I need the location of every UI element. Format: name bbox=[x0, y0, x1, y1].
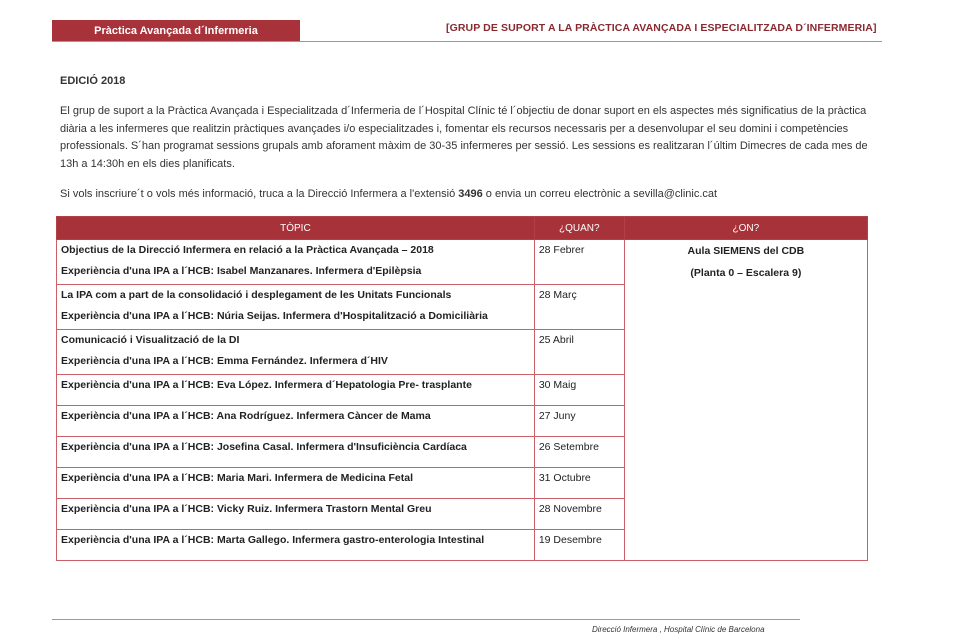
topic-line: Experiència d'una IPA a l´HCB: Maria Mari. Infermera de Medicina Fetal bbox=[61, 472, 414, 484]
location-line-1: Aula SIEMENS del CDB bbox=[687, 245, 805, 257]
date-cell: 30 Maig bbox=[534, 375, 624, 406]
contact-text-after: o envia un correu electrònic a sevilla@clinic.cat bbox=[482, 188, 718, 200]
topic-cell bbox=[57, 330, 535, 375]
topic-cell bbox=[57, 240, 535, 285]
topic-cell bbox=[57, 375, 535, 406]
date-cell: 25 Abril bbox=[534, 330, 624, 375]
edition-heading: EDICIÓ 2018 bbox=[60, 75, 126, 87]
footer-rule bbox=[52, 619, 800, 620]
header-topic: TÒPIC bbox=[57, 217, 535, 240]
topic-line: Experiència d'una IPA a l´HCB: Isabel Manzanares. Infermera d'Epilèpsia bbox=[61, 265, 422, 277]
topic-line: Experiència d'una IPA a l´HCB: Núria Seijas. Infermera d'Hospitalització a Domiciliària bbox=[61, 310, 488, 322]
date-cell: 31 Octubre bbox=[534, 468, 624, 499]
topic-cell bbox=[57, 437, 535, 468]
topic-line: Experiència d'una IPA a l´HCB: Ana Rodríguez. Infermera Càncer de Mama bbox=[61, 410, 431, 422]
date-cell: 19 Desembre bbox=[534, 530, 624, 561]
footer-text: Direcció Infermera , Hospital Clínic de Barcelona bbox=[592, 625, 765, 634]
contact-extension: 3496 bbox=[458, 188, 483, 200]
topic-cell bbox=[57, 499, 535, 530]
date-cell: 28 Febrer bbox=[534, 240, 624, 285]
topic-line: Experiència d'una IPA a l´HCB: Vicky Ruiz. Infermera Trastorn Mental Greu bbox=[61, 503, 432, 515]
topic-cell bbox=[57, 285, 535, 330]
table-row bbox=[57, 240, 868, 285]
topic-line: Experiència d'una IPA a l´HCB: Josefina Casal. Infermera d'Insuficiència Cardíaca bbox=[61, 441, 467, 453]
topic-line: Experiència d'una IPA a l´HCB: Marta Gallego. Infermera gastro-enterologia Intestinal bbox=[61, 534, 485, 546]
date-cell: 28 Març bbox=[534, 285, 624, 330]
header-when: ¿QUAN? bbox=[534, 217, 624, 240]
topic-line: La IPA com a part de la consolidació i desplegament de les Unitats Funcionals bbox=[61, 289, 452, 301]
header-where: ¿ON? bbox=[624, 217, 867, 240]
topic-cell bbox=[57, 530, 535, 561]
topic-cell bbox=[57, 468, 535, 499]
topic-cell bbox=[57, 406, 535, 437]
topic-line: Objectius de la Direcció Infermera en relació a la Pràctica Avançada – 2018 bbox=[61, 244, 434, 256]
contact-text-before: Si vols inscriure´t o vols més informació, truca a la Direcció Infermera a l'extensió bbox=[60, 188, 459, 200]
contact-line bbox=[60, 188, 717, 200]
location-cell bbox=[624, 240, 867, 561]
topic-line: Comunicació i Visualització de la DI bbox=[61, 334, 240, 346]
sessions-table bbox=[56, 216, 868, 561]
date-cell: 27 Juny bbox=[534, 406, 624, 437]
date-cell: 26 Setembre bbox=[534, 437, 624, 468]
intro-paragraph: El grup de suport a la Pràctica Avançada i Especialitzada d´Infermeria de l´Hospital Clínic té l´objectiu de donar suport en els aspectes més significatius de la pràctica diària a les infermeres que realitzin pràctiques avançades i/o especialitzades i, fomentar els recursos necessaris per a desenvolupar el seu domini i competències professionals. S´han programat sessions grupals amb aforament màxim de 30-35 infermeres per sessió. Les sessions es realitzaran l´últim Dimecres de cada mes de 13h a 14:30h en els dies planificats. bbox=[60, 105, 868, 170]
header-rule bbox=[52, 41, 882, 42]
topic-line: Experiència d'una IPA a l´HCB: Emma Fernández. Infermera d´HIV bbox=[61, 355, 388, 367]
header-title: [GRUP DE SUPORT A LA PRÀCTICA AVANÇADA I ESPECIALITZADA D´INFERMERIA] bbox=[446, 22, 877, 34]
location-line-2: (Planta 0 – Escalera 9) bbox=[690, 267, 802, 279]
table-header-row bbox=[57, 217, 868, 240]
header-tab: Pràctica Avançada d´Infermeria bbox=[52, 20, 300, 42]
topic-line: Experiència d'una IPA a l´HCB: Eva López. Infermera d´Hepatologia Pre- trasplante bbox=[61, 379, 472, 391]
date-cell: 28 Novembre bbox=[534, 499, 624, 530]
